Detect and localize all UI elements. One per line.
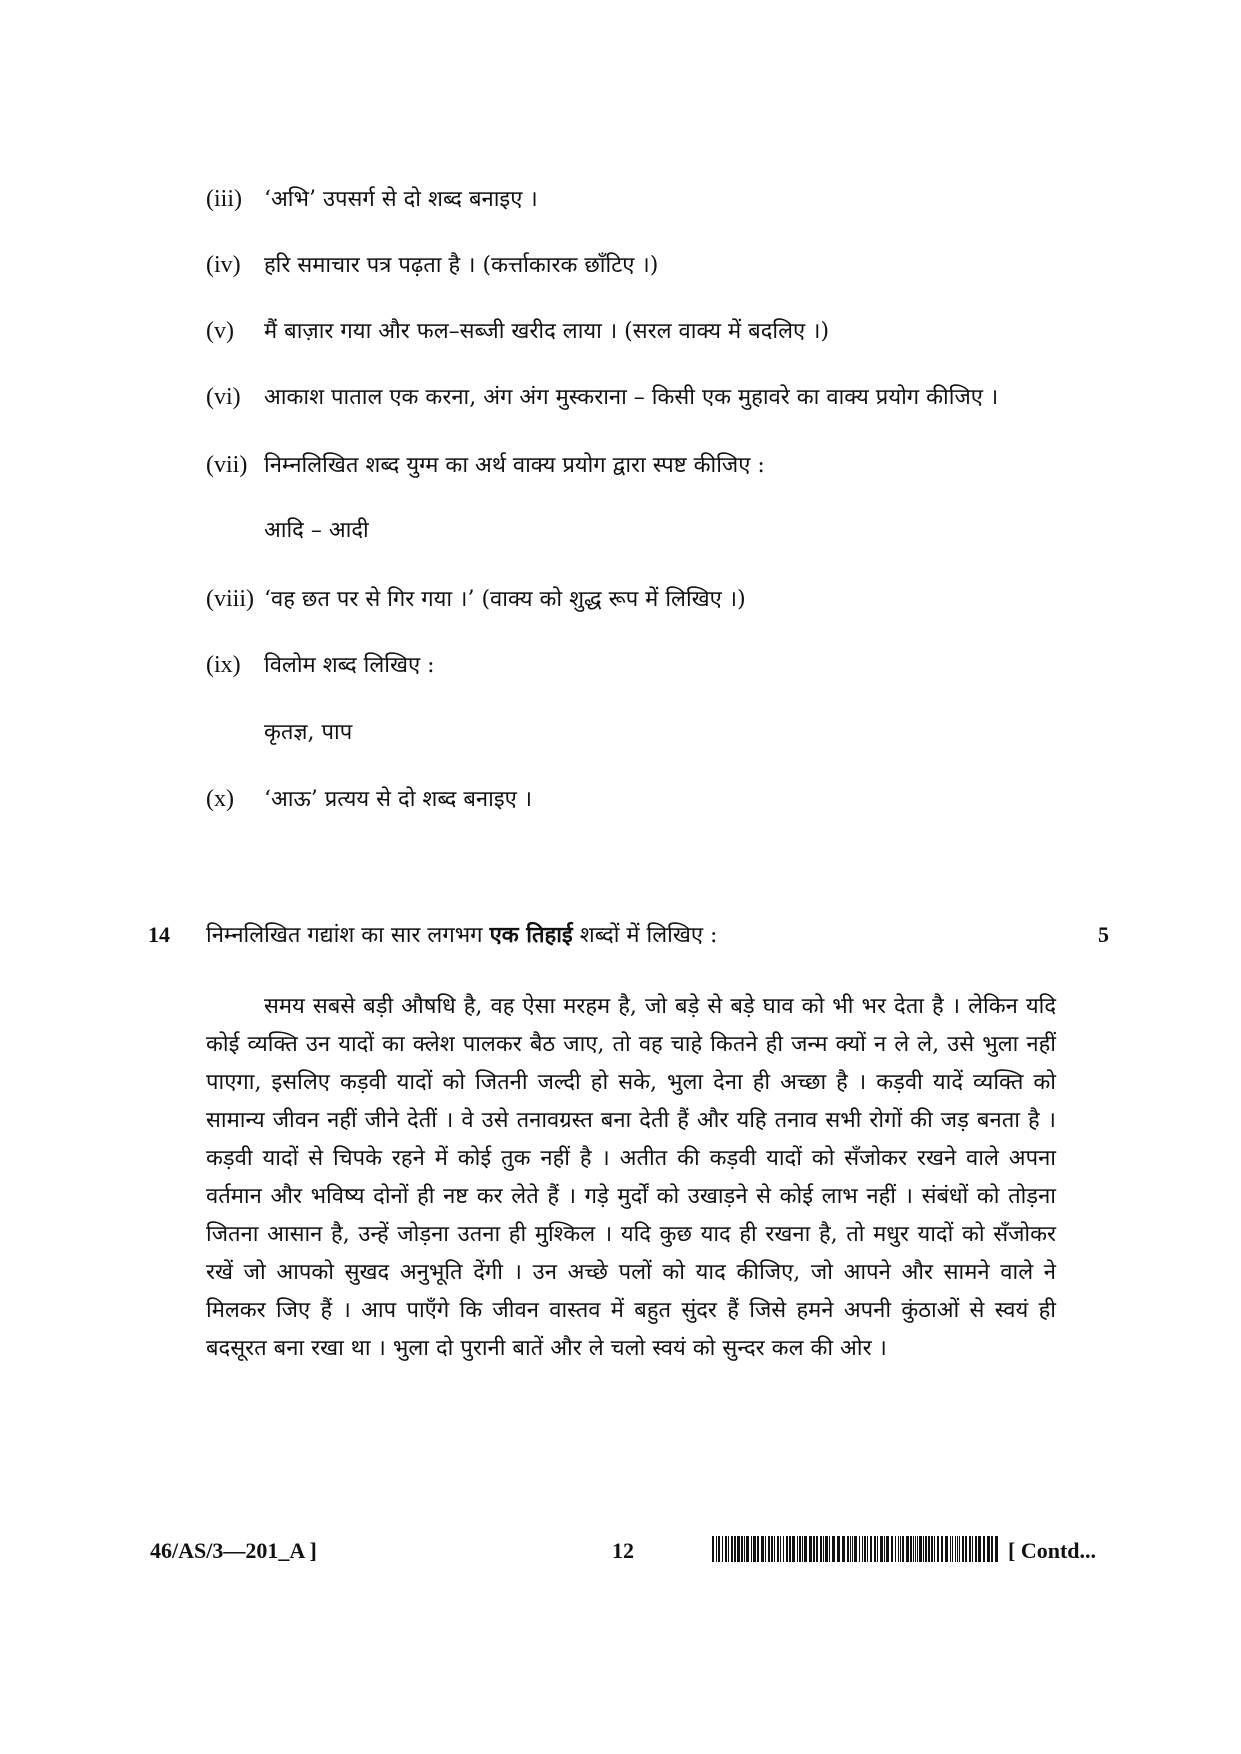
- question-marks: 5: [1098, 922, 1109, 947]
- item-text: ‘वह छत पर से गिर गया ।’ (वाक्य को शुद्ध रूप में लिखिए ।): [264, 587, 746, 612]
- item-number: (vii): [206, 452, 248, 478]
- question-text-bold: एक तिहाई: [489, 922, 573, 948]
- antonym-words: कृतज्ञ, पाप: [264, 720, 353, 745]
- item-text: मैं बाज़ार गया और फल–सब्जी खरीद लाया । (सरल वाक्य में बदलिए ।): [264, 319, 830, 344]
- passage: समय सबसे बड़ी औषधि है, वह ऐसा मरहम है, जो बड़े से बड़े घाव को भी भर देता है । लेकिन यदि कोई व्यक्ति उन यादों का क्लेश पालकर बैठ जाए, तो वह चाहे कितने ही जन्म क्यों न ले ले, उसे भुला नहीं पाएगा, इसलिए कड़वी यादों को जितनी जल्दी हो सके, भुला देना ही अच्छा है । कड़वी यादें व्यक्ति को सामान्य जीवन नहीं जीने देतीं । वे उसे तनावग्रस्त बना देती हैं और यहि तनाव सभी रोगों की जड़ बनता है । कड़वी यादों से चिपके रहने में कोई तुक नहीं है । अतीत की कड़वी यादों को सँजोकर रखने वाले अपना वर्तमान और भविष्य दोनों ही नष्ट कर लेते हैं । गड़े मुर्दों को उखाड़ने से कोई लाभ नहीं । संबंधों को तोड़ना जितना आसान है, उन्हें जोड़ना उतना ही मुश्किल । यदि कुछ याद ही रखना है, तो मधुर यादों को सँजोकर रखें जो आपको सुखद अनुभूति देंगी । उन अच्छे पलों को याद कीजिए, जो आपने और सामने वाले ने मिलकर जिए हैं । आप पाएँगे कि जीवन वास्तव में बहुत सुंदर हैं जिसे हमने अपनी कुंठाओं से स्वयं ही बदसूरत बना रखा था । भुला दो पुरानी बातें और ले चलो स्वयं को सुन्दर कल की ओर ।: [206, 994, 1056, 1361]
- question-text-start: निम्नलिखित गद्यांश का सार लगभग: [206, 923, 490, 948]
- item-number: (iv): [206, 252, 241, 278]
- item-text: विलोम शब्द लिखिए :: [264, 653, 435, 678]
- question-text: [206, 920, 717, 951]
- item-number: (v): [206, 318, 234, 344]
- item-text: ‘आऊ’ प्रत्यय से दो शब्द बनाइए ।: [264, 787, 533, 812]
- sub-question-vii: [206, 450, 765, 481]
- item-number: (vi): [206, 384, 241, 410]
- sub-question-v: [206, 316, 829, 347]
- item-number: (ix): [206, 652, 241, 678]
- item-text: हरि समाचार पत्र पढ़ता है । (कर्त्ताकारक छाँटिए ।): [264, 253, 659, 278]
- item-number: (iii): [206, 186, 242, 212]
- question-text-end: शब्दों में लिखिए :: [572, 923, 718, 948]
- item-text: आकाश पाताल एक करना, अंग अंग मुस्कराना – किसी एक मुहावरे का वाक्य प्रयोग कीजिए ।: [264, 385, 999, 410]
- item-number: (x): [206, 786, 234, 812]
- item-number: (viii): [206, 586, 254, 612]
- paper-code: 46/AS/3—201_A ]: [150, 1538, 317, 1563]
- page-number: 12: [612, 1538, 634, 1563]
- sub-question-ix: [206, 650, 435, 681]
- item-text: ‘अभि’ उपसर्ग से दो शब्द बनाइए ।: [264, 187, 538, 212]
- sub-question-iii: [206, 184, 538, 215]
- sub-question-vi: [206, 382, 998, 413]
- sub-question-x: [206, 784, 532, 815]
- question-number: 14: [148, 922, 170, 947]
- barcode-icon: [712, 1536, 1000, 1562]
- item-text: निम्नलिखित शब्द युग्म का अर्थ वाक्य प्रयोग द्वारा स्पष्ट कीजिए :: [264, 453, 765, 478]
- sub-question-iv: [206, 250, 658, 281]
- sub-question-viii: [206, 584, 746, 615]
- continued-label: [ Contd...: [1008, 1538, 1097, 1563]
- word-pair: आदि – आदी: [264, 518, 369, 543]
